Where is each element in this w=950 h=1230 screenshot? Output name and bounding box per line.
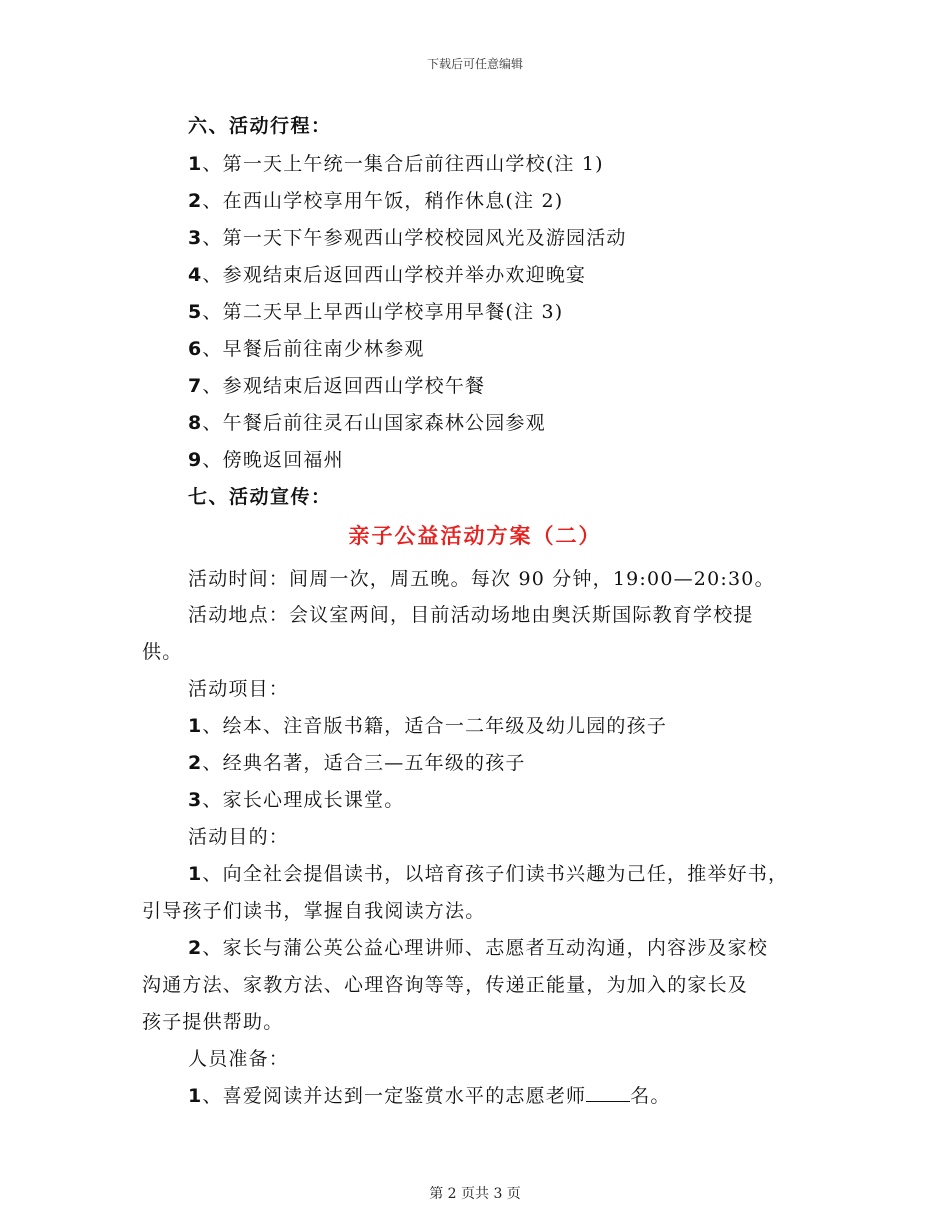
- itinerary-item: [188, 336, 425, 362]
- item-text: 、傍晚返回福州: [202, 449, 344, 471]
- item-text: 、绘本、注音版书籍，适合一二年级及幼儿园的孩子: [202, 715, 668, 737]
- item-number: 8: [188, 412, 203, 434]
- purpose-label: 活动目的：: [188, 826, 290, 848]
- item-text: 、经典名著，适合三—五年级的孩子: [202, 752, 526, 774]
- page-footer-note: 第 2 页共 3 页: [429, 1186, 521, 1202]
- item-number: 2: [188, 937, 203, 959]
- project-item: [188, 750, 526, 776]
- item-number: 3: [188, 227, 203, 249]
- itinerary-item: [188, 151, 604, 177]
- activity-place-line2: 供。: [142, 641, 183, 663]
- purpose-item-line: [188, 861, 788, 887]
- item-number: 4: [188, 264, 203, 286]
- item-text: 名。: [630, 1085, 671, 1107]
- item-text: 、第一天上午统一集合后前往西山学校(注 1): [202, 153, 604, 175]
- project-item: [188, 713, 667, 739]
- activity-place-line1: 活动地点：会议室两间，目前活动场地由奥沃斯国际教育学校提: [188, 604, 754, 626]
- itinerary-item: [188, 447, 344, 473]
- purpose-item-line: 孩子提供帮助。: [142, 1011, 284, 1033]
- itinerary-item: [188, 410, 546, 436]
- item-number: 1: [188, 153, 203, 175]
- itinerary-item: [188, 299, 563, 325]
- item-text: 、午餐后前往灵石山国家森林公园参观: [202, 412, 546, 434]
- item-text: 、早餐后前往南少林参观: [202, 338, 425, 360]
- itinerary-item: [188, 225, 627, 251]
- item-number: 2: [188, 752, 203, 774]
- item-text: 、喜爱阅读并达到一定鉴赏水平的志愿老师: [202, 1085, 587, 1107]
- item-number: 1: [188, 1085, 203, 1107]
- projects-label: 活动项目：: [188, 678, 290, 700]
- purpose-item-line: [188, 935, 768, 961]
- item-text: 、参观结束后返回西山学校并举办欢迎晚宴: [202, 264, 587, 286]
- section6-heading: 六、活动行程：: [188, 115, 332, 137]
- staff-item: [188, 1083, 671, 1109]
- item-text: 、在西山学校享用午饭，稍作休息(注 2): [202, 190, 564, 212]
- activity-time: 活动时间：间周一次，周五晚。每次 90 分钟，19:00—20:30。: [188, 568, 775, 590]
- item-number: 6: [188, 338, 203, 360]
- itinerary-item: [188, 373, 485, 399]
- item-text: 、家长心理成长课堂。: [202, 789, 405, 811]
- item-text: 、第二天早上早西山学校享用早餐(注 3): [202, 301, 564, 323]
- document-title: 亲子公益活动方案（二）: [348, 523, 602, 548]
- project-item: [188, 787, 404, 813]
- item-number: 1: [188, 863, 203, 885]
- item-text: 、向全社会提倡读书，以培育孩子们读书兴趣为己任，推举好书，: [202, 863, 789, 885]
- itinerary-item: [188, 262, 586, 288]
- purpose-item-line: 引导孩子们读书，掌握自我阅读方法。: [142, 900, 486, 922]
- item-number: 7: [188, 375, 203, 397]
- fill-in-blank: [586, 1083, 630, 1102]
- item-number: 1: [188, 715, 203, 737]
- purpose-item-line: 沟通方法、家教方法、心理咨询等等，传递正能量，为加入的家长及: [142, 974, 749, 996]
- item-text: 、第一天下午参观西山学校校园风光及游园活动: [202, 227, 627, 249]
- staff-label: 人员准备：: [188, 1048, 290, 1070]
- item-text: 、参观结束后返回西山学校午餐: [202, 375, 486, 397]
- item-number: 2: [188, 190, 203, 212]
- page-header-note: 下载后可任意编辑: [426, 57, 523, 71]
- section7-heading: 七、活动宣传：: [188, 486, 332, 508]
- item-number: 9: [188, 449, 203, 471]
- item-text: 、家长与蒲公英公益心理讲师、志愿者互动沟通，内容涉及家校: [202, 937, 769, 959]
- itinerary-item: [188, 188, 563, 214]
- item-number: 3: [188, 789, 203, 811]
- item-number: 5: [188, 301, 203, 323]
